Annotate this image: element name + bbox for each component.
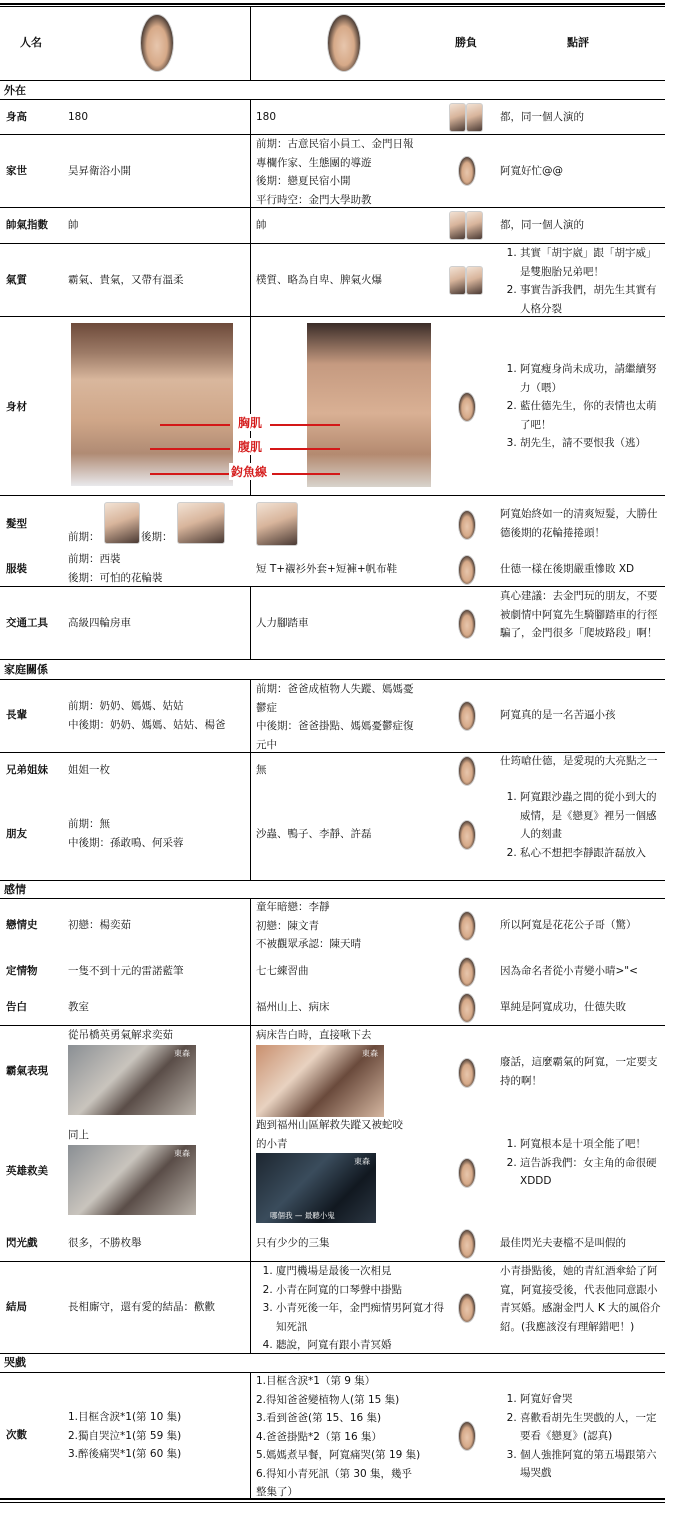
winner-face-icon [458, 1229, 476, 1259]
rule-top [0, 3, 665, 5]
row-label: 次數 [6, 1429, 27, 1441]
winner-face-icon [458, 156, 476, 186]
row-label: 結局 [6, 1301, 27, 1313]
value-a: 前期：西裝 後期：可怕的花輪裝 [68, 553, 163, 584]
value-a: 昊昇衛浴小開 [68, 165, 131, 177]
row-label: 帥氣指數 [6, 219, 48, 231]
comment: 真心建議：去金門玩的朋友，不要被劇情中阿寬先生騎腳踏車的行徑騙了，金門很多「爬坡路段」啊！ [500, 590, 658, 639]
col-rule [250, 100, 251, 495]
value-b: 樸質、略為自卑、脾氣火爆 [256, 274, 382, 286]
comment: 阿寬好忙@@ [500, 165, 563, 177]
row-label: 服裝 [6, 563, 27, 575]
winner-face-icon [458, 756, 476, 786]
value-b: 沙蟲、鴨子、李靜、許磊 [256, 828, 372, 840]
section-appearance: 外在 [4, 84, 26, 97]
hair-photo [104, 502, 140, 544]
comment-list: 1. 阿寬瘦身尚未成功，請繼續努力（喂） 2. 藍仕德先生，你的表情也太萌了吧！ 3. 胡先生，請不要恨我（逃） [500, 360, 664, 453]
rule [0, 880, 665, 881]
row-label: 朋友 [6, 828, 27, 840]
hair-early-label: 前期： [68, 531, 100, 543]
row-label: 兄弟姐妹 [6, 764, 48, 776]
col-rule [250, 7, 251, 80]
row-label: 髮型 [6, 518, 27, 530]
winner-face-icon [458, 820, 476, 850]
row-label: 氣質 [6, 274, 27, 286]
winner-face-icon [458, 1421, 476, 1451]
pointer-line [150, 448, 230, 450]
value-a: 前期：無 中後期：孫敢鳴、何采蓉 [68, 818, 184, 849]
comment: 因為命名者從小青變小晴>"< [500, 965, 638, 977]
winner-face-icon [458, 957, 476, 987]
value-a: 1.目框含淚*1(第 10 集) 2.獨自哭泣*1(第 59 集) 3.醉後痛哭*1(第 60 集) [68, 1411, 182, 1460]
value-b: 帥 [256, 219, 267, 231]
winner-face-icon [458, 1058, 476, 1088]
col-rule [250, 899, 251, 1261]
value-a: 長相廝守，還有愛的結晶：歡歡 [68, 1301, 215, 1313]
rule [0, 80, 665, 81]
comment-list: 1. 阿寬好會哭 2. 喜歡看胡先生哭戲的人，一定要看《戀夏》(認真) 3. 個人強推阿寬的第五場跟第六場哭戲 [500, 1390, 664, 1483]
rule [0, 495, 665, 496]
label-abs: 腹肌 [238, 440, 263, 454]
pointer-line [270, 448, 340, 450]
winner-face-icon [458, 1158, 476, 1188]
comment: 阿寬始終如一的清爽短髮，大勝仕德後期的花輪捲捲頭！ [500, 508, 658, 539]
pointer-line [150, 473, 230, 475]
comment: 阿寬真的是一名苦逼小孩 [500, 709, 616, 721]
header-comment: 點評 [567, 36, 589, 49]
row-label: 交通工具 [6, 617, 48, 629]
hair-photo [177, 502, 225, 544]
comment: 都，同一個人演的 [500, 111, 584, 123]
comment-list: 1. 阿寬跟沙蟲之間的從小到大的威情，是《戀夏》裡另一個感人的刻畫 2. 私心不想把李靜跟許磊放入 [500, 788, 664, 862]
value-b: 福州山上、病床 [256, 1001, 330, 1013]
col-rule [250, 1262, 251, 1353]
hair-late-label: 後期： [141, 531, 173, 543]
comment: 仕德一樣在後期嚴重慘敗 XD [500, 563, 635, 575]
value-a: 姐姐一枚 [68, 764, 110, 776]
winner-face-icon [458, 993, 476, 1023]
winner-face-icon [458, 392, 476, 422]
value-a: 教室 [68, 1001, 89, 1013]
portrait-icon [327, 14, 361, 72]
value-b: 前期：古意民宿小員工、金門日報 專欄作家、生態團的導遊 後期：戀夏民宿小開 平行時空：金門大學助教 [256, 138, 414, 206]
value-b: 180 [256, 111, 277, 123]
value-b: 只有少少的三集 [256, 1237, 330, 1249]
value-a: 初戀：楊奕茹 [68, 919, 131, 931]
winner-face-icon [458, 609, 476, 639]
row-label: 戀情史 [6, 919, 38, 931]
row-label: 長輩 [6, 709, 27, 721]
row-label: 告白 [6, 1001, 27, 1013]
scene-photo: 東森 [256, 1045, 384, 1117]
label-chest: 胸肌 [238, 416, 263, 430]
section-crying: 哭戲 [4, 1356, 26, 1369]
value-b: 短 T+襯衫外套+短褲+帆布鞋 [256, 563, 398, 575]
comment-list: 1. 其實「胡宇崴」跟「胡宇威」是雙胞胎兄弟吧！ 2. 事實告訴我們，胡先生其實有人格分裂 [500, 244, 664, 318]
scene-photo: 東森 [68, 1045, 196, 1115]
header-result: 勝負 [455, 36, 477, 49]
shirtless-photo-a [71, 323, 233, 486]
value-b: 童年暗戀：李靜 初戀：陳文青 不被觀眾承認：陳天晴 [256, 901, 361, 950]
value-a: 180 [68, 111, 89, 123]
comment: 所以阿寬是花花公子哥（驚） [500, 919, 637, 931]
comment: 仕筠嗆仕德，是愛現的大亮點之一 [500, 755, 658, 767]
value-b: 七七練習曲 [256, 965, 309, 977]
section-romance: 感情 [4, 883, 26, 896]
winner-face-icon [458, 1293, 476, 1323]
value-a: 前期：奶奶、媽媽、姑姑 中後期：奶奶、媽媽、姑姑、楊爸 [68, 700, 226, 731]
comment: 小青掛點後，她的青紅酒傘給了阿寬，阿寬接受後，代表他同意跟小青冥婚。感謝金門人 K 大的風俗介紹。(我應該沒有理解錯吧！) [500, 1265, 661, 1333]
rule-top2 [0, 6, 665, 7]
pointer-line [272, 473, 340, 475]
rule [0, 659, 665, 660]
value-b: 前期：爸爸成植物人失蹤、媽媽憂 鬱症 中後期：爸爸掛點、媽媽憂鬱症復 元中 [256, 683, 414, 751]
comment-list: 1. 阿寬根本是十項全能了吧！ 2. 這告訴我們：女主角的命很硬 XDDD [500, 1135, 664, 1191]
winner-face-icon [449, 211, 466, 240]
col-rule [250, 587, 251, 659]
comment: 廢話，這麼霸氣的阿寬，一定要支持的啊！ [500, 1056, 658, 1087]
value-a: 一隻不到十元的雷諾藍筆 [68, 965, 184, 977]
value-a: 帥 [68, 219, 79, 231]
col-rule [250, 680, 251, 880]
pointer-line [270, 424, 340, 426]
scene-photo: 東森 哪個我 — 最聽小鬼 [256, 1153, 376, 1223]
winner-face-icon [449, 266, 466, 295]
row-label: 閃光戲 [6, 1237, 38, 1249]
comment: 單純是阿寬成功，仕德失敗 [500, 1001, 626, 1013]
comment: 都，同一個人演的 [500, 219, 584, 231]
rule [0, 99, 665, 100]
winner-face-icon [458, 555, 476, 585]
winner-face-icon [449, 103, 466, 132]
value-a: 從吊橋英勇氣解求奕茹 [68, 1029, 173, 1041]
row-label: 家世 [6, 165, 27, 177]
header-name: 人名 [20, 36, 42, 49]
winner-face-icon [466, 266, 483, 295]
winner-face-icon [458, 701, 476, 731]
hair-photo [256, 502, 298, 546]
value-b-list: 1. 廈門機場是最後一次相見 2. 小青在阿寬的口琴聲中掛點 3. 小青死後一年，金門痴情男阿寬才得知死訊 4. 聽說，阿寬有跟小青冥婚 [256, 1262, 446, 1355]
row-label: 身高 [6, 111, 27, 123]
value-a: 高級四輪房車 [68, 617, 131, 629]
value-a: 很多，不勝枚舉 [68, 1237, 142, 1249]
winner-face-icon [466, 103, 483, 132]
winner-face-icon [466, 211, 483, 240]
value-b: 無 [256, 764, 267, 776]
row-label: 身材 [6, 401, 27, 413]
section-family: 家庭關係 [4, 663, 48, 676]
value-b: 人力腳踏車 [256, 617, 309, 629]
value-a: 同上 [68, 1129, 89, 1141]
portrait-icon [140, 14, 174, 72]
row-label: 霸氣表現 [6, 1065, 48, 1077]
rule-bottom2 [0, 1502, 665, 1503]
scene-photo: 東森 [68, 1145, 196, 1215]
comment: 最佳閃光夫妻檔不是叫假的 [500, 1237, 626, 1249]
value-a: 霸氣、貴氣，又帶有溫柔 [68, 274, 184, 286]
value-b: 病床告白時，直接啾下去 [256, 1029, 372, 1041]
winner-face-icon [458, 510, 476, 540]
pointer-line [160, 424, 230, 426]
label-vline: 鈞魚線 [231, 465, 268, 479]
shirtless-photo-b [307, 323, 431, 487]
winner-face-icon [458, 911, 476, 941]
col-rule [250, 1373, 251, 1498]
row-label: 英雄救美 [6, 1165, 48, 1177]
row-label: 定情物 [6, 965, 38, 977]
value-b: 跑到福州山區解救失蹤又被蛇咬 的小青 [256, 1119, 403, 1150]
value-b: 1.目框含淚*1（第 9 集） 2.得知爸爸變植物人(第 15 集) 3.看到爸爸(第 15、16 集) 4.爸爸掛點*2（第 16 集） 5.媽媽煮早餐，阿寬痛哭(第 19 集) 6.得知小青死訊（第 30 集，幾乎 整集了） [256, 1375, 421, 1498]
